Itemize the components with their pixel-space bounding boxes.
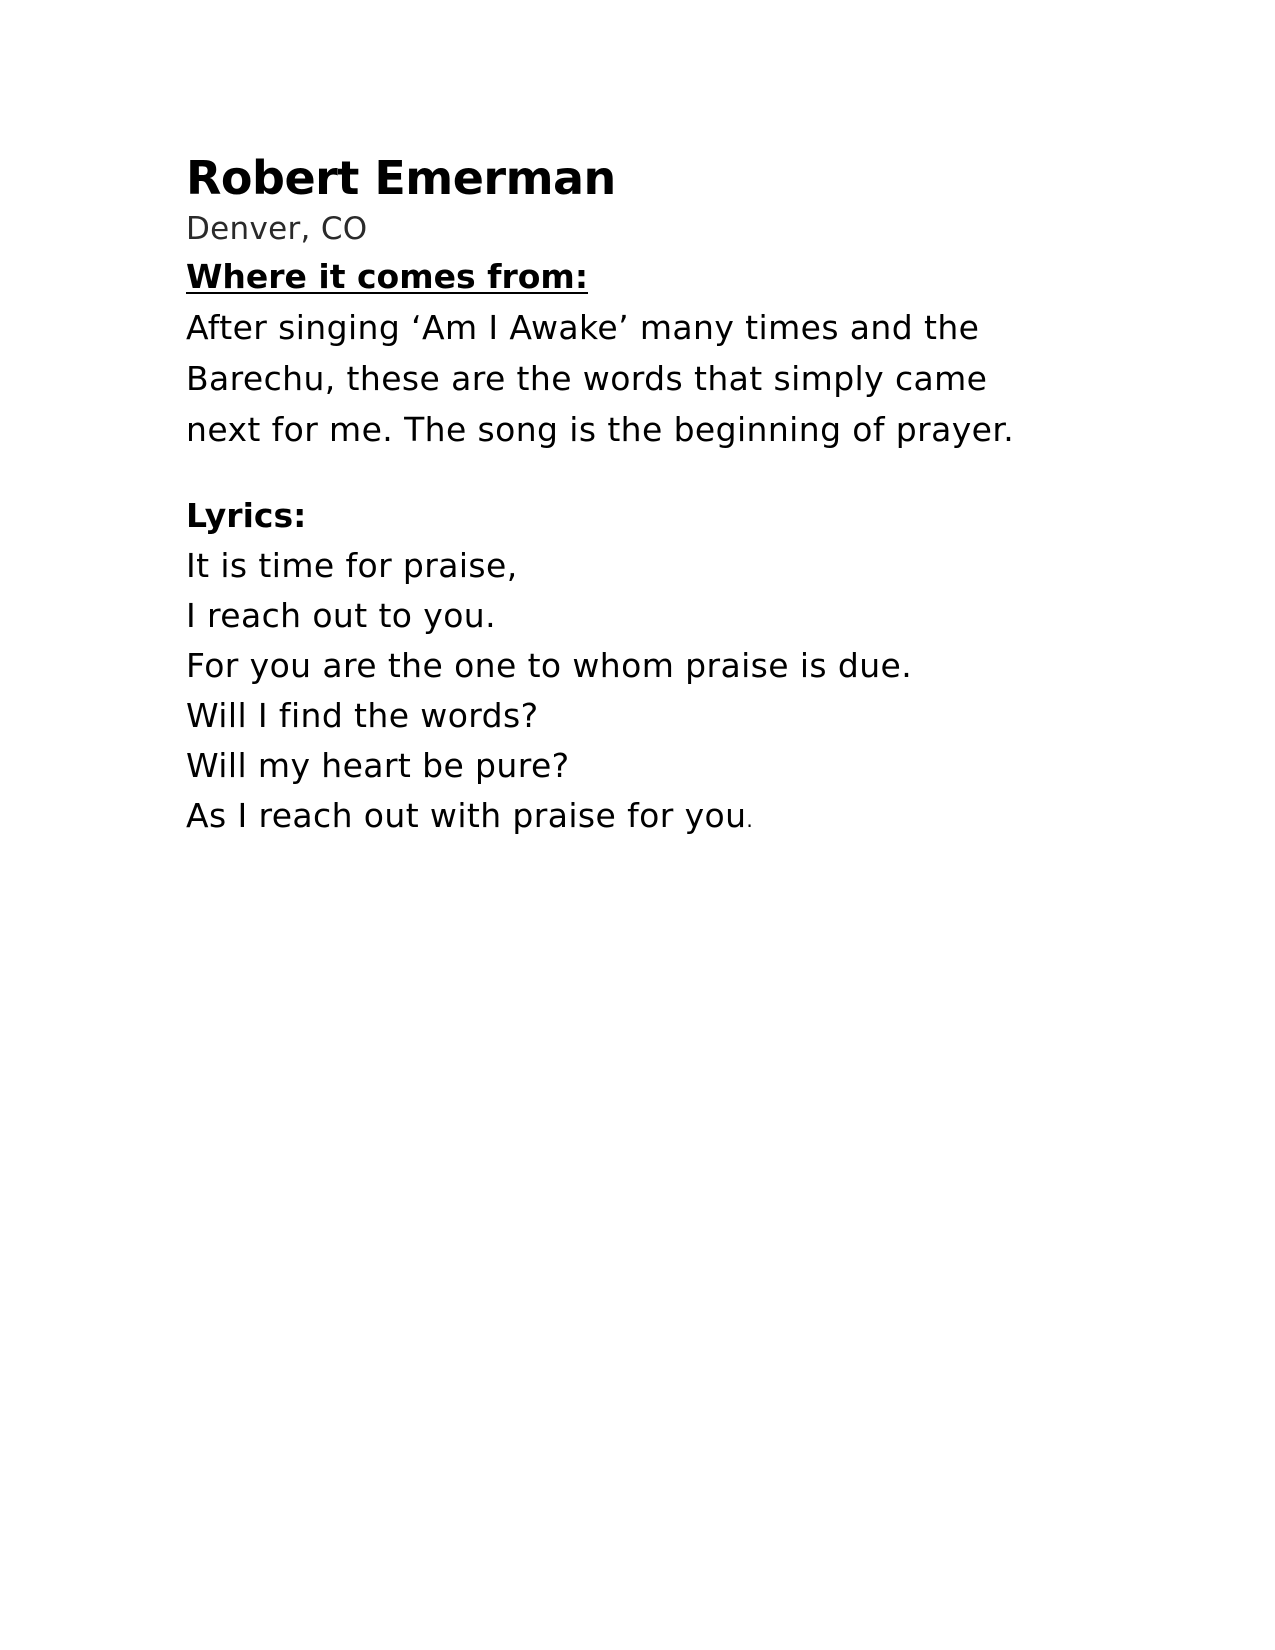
lyric-line-period: .	[746, 808, 754, 832]
lyric-line: For you are the one to whom praise is due.	[186, 646, 913, 685]
lyric-line: Will I find the words?	[186, 696, 539, 735]
author-name: Robert Emerman	[186, 151, 616, 205]
lyric-line: I reach out to you.	[186, 596, 497, 635]
lyric-line: It is time for praise,	[186, 546, 518, 585]
origin-heading: Where it comes from:	[186, 257, 589, 296]
lyric-line-text: As I reach out with praise for you	[186, 796, 747, 835]
lyrics-heading: Lyrics:	[186, 496, 307, 535]
origin-text: After singing ‘Am I Awake’ many times and the Barechu, these are the words that simply came next for me. The song is the beginning of prayer.	[186, 308, 1015, 449]
section-spacer	[186, 455, 1086, 491]
lyrics-list	[186, 541, 1086, 845]
document-page	[186, 150, 1086, 845]
lyric-line-last	[186, 791, 1086, 845]
author-location: Denver, CO	[186, 211, 368, 247]
lyric-line: Will my heart be pure?	[186, 746, 570, 785]
